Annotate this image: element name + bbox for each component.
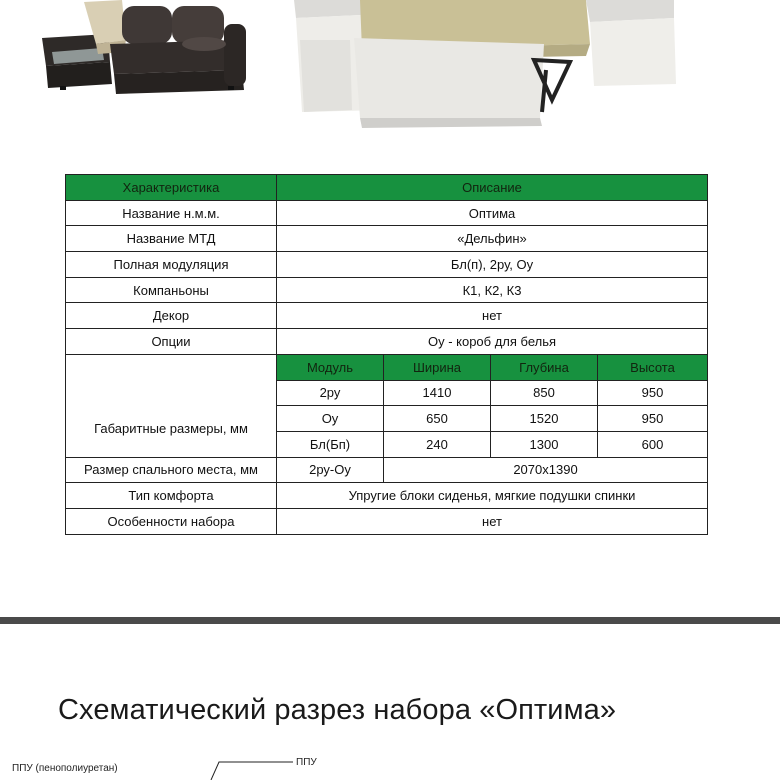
dim-header-depth: Глубина: [491, 354, 598, 380]
row-value: Оптима: [277, 200, 708, 226]
dim-module: Бл(Бп): [277, 431, 384, 457]
spec-table-header-row: [66, 175, 708, 201]
table-row: [66, 329, 708, 355]
dim-width: 240: [384, 431, 491, 457]
dim-height: 950: [598, 380, 708, 406]
dimensions-label: Габаритные размеры, мм: [66, 354, 277, 457]
row-value: Бл(п), 2ру, Оу: [277, 252, 708, 278]
dim-depth: 1300: [491, 431, 598, 457]
table-row: [66, 303, 708, 329]
product-photo-dark-sofa: [38, 0, 250, 100]
table-row: [66, 226, 708, 252]
dim-height: 600: [598, 431, 708, 457]
row-value: Оу - короб для белья: [277, 329, 708, 355]
dimensions-header-row: [66, 354, 708, 380]
spec-table: [65, 174, 708, 535]
dim-header-height: Высота: [598, 354, 708, 380]
sleeping-label: Размер спального места, мм: [66, 457, 277, 483]
dim-header-width: Ширина: [384, 354, 491, 380]
product-photo-white-sofa-bed: [290, 0, 680, 130]
sleeping-value: 2070х1390: [384, 457, 708, 483]
sleeping-module: 2ру-Оу: [277, 457, 384, 483]
features-label: Особенности набора: [66, 508, 277, 534]
dim-header-module: Модуль: [277, 354, 384, 380]
row-value: «Дельфин»: [277, 226, 708, 252]
table-row: [66, 508, 708, 534]
table-row: [66, 457, 708, 483]
row-value: нет: [277, 303, 708, 329]
row-value: К1, К2, К3: [277, 277, 708, 303]
features-value: нет: [277, 508, 708, 534]
section-title: Схематический разрез набора «Оптима»: [58, 694, 617, 726]
table-row: [66, 200, 708, 226]
header-description: Описание: [277, 175, 708, 201]
row-label: Декор: [66, 303, 277, 329]
schematic-label-ppu: ППУ: [296, 757, 317, 768]
table-row: [66, 252, 708, 278]
header-characteristic: Характеристика: [66, 175, 277, 201]
schematic-label-ppu-full: ППУ (пенополиуретан): [12, 763, 118, 774]
comfort-value: Упругие блоки сиденья, мягкие подушки спинки: [277, 483, 708, 509]
dim-module: 2ру: [277, 380, 384, 406]
dim-height: 950: [598, 406, 708, 432]
row-label: Компаньоны: [66, 277, 277, 303]
leader-line: [205, 760, 295, 780]
dim-module: Оу: [277, 406, 384, 432]
table-row: [66, 483, 708, 509]
table-row: [66, 277, 708, 303]
row-label: Название н.м.м.: [66, 200, 277, 226]
dim-width: 1410: [384, 380, 491, 406]
section-divider: [0, 617, 780, 624]
row-label: Название МТД: [66, 226, 277, 252]
dim-depth: 850: [491, 380, 598, 406]
dim-width: 650: [384, 406, 491, 432]
dim-depth: 1520: [491, 406, 598, 432]
row-label: Опции: [66, 329, 277, 355]
comfort-label: Тип комфорта: [66, 483, 277, 509]
row-label: Полная модуляция: [66, 252, 277, 278]
